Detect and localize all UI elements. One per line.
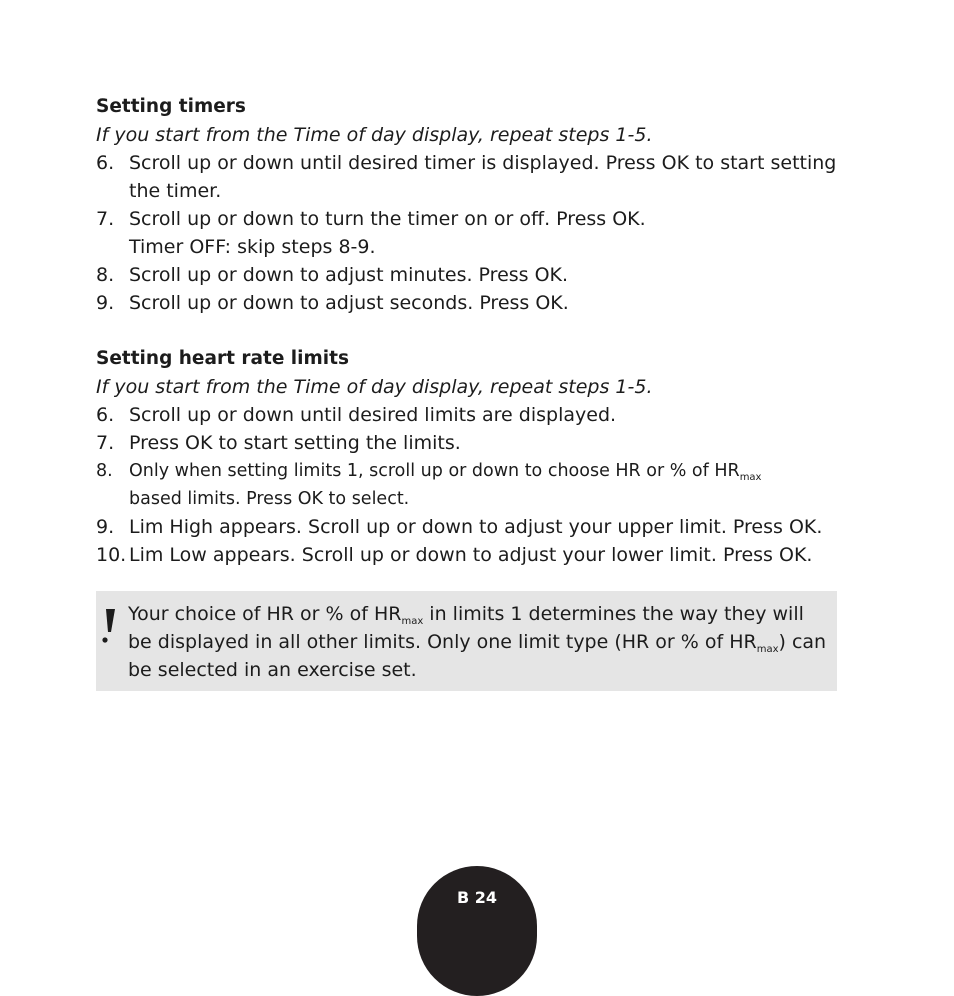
- page-content: [96, 93, 856, 569]
- limit-steps-list: [96, 401, 856, 569]
- note-text: [128, 600, 833, 684]
- section-intro-limits: If you start from the Time of day display, repeat steps 1-5.: [96, 376, 653, 398]
- list-item: [96, 401, 856, 429]
- list-item: [96, 541, 856, 569]
- list-item: [96, 289, 856, 317]
- step-number: 9.: [96, 292, 115, 314]
- list-item: [96, 149, 856, 205]
- subscript: max: [401, 616, 424, 627]
- step-number: 7.: [96, 208, 115, 230]
- list-item: [96, 205, 856, 261]
- list-item: [96, 513, 856, 541]
- step-text: Scroll up or down until desired limits are displayed.: [129, 404, 617, 426]
- step-number: 7.: [96, 432, 115, 454]
- exclamation-icon: [96, 607, 126, 647]
- step-text-line: Scroll up or down to turn the timer on or off. Press OK.: [129, 208, 646, 230]
- step-number: 10.: [96, 544, 127, 566]
- list-item: [96, 261, 856, 289]
- list-item: [96, 457, 856, 513]
- step-text: Press OK to start setting the limits.: [129, 432, 461, 454]
- step-text: Scroll up or down to adjust seconds. Press OK.: [129, 292, 569, 314]
- step-text: [129, 205, 856, 261]
- page-number-tab: [417, 866, 537, 996]
- step-number: 9.: [96, 516, 115, 538]
- step-number: 8.: [96, 264, 115, 286]
- step-text-part: Only when setting limits 1, scroll up or down to choose HR or % of HR: [129, 461, 740, 481]
- note-text-part: Your choice of HR or % of HR: [128, 603, 402, 625]
- step-number: 6.: [96, 404, 115, 426]
- subscript: max: [739, 472, 762, 483]
- section-heading-limits: Setting heart rate limits: [96, 348, 349, 369]
- step-text: Lim Low appears. Scroll up or down to adjust your lower limit. Press OK.: [129, 544, 813, 566]
- subscript: max: [756, 644, 779, 655]
- step-text: Scroll up or down until desired timer is displayed. Press OK to start setting the timer.: [129, 152, 837, 202]
- step-text: [129, 457, 856, 513]
- section-heading-timers: Setting timers: [96, 96, 246, 117]
- step-text-part: based limits. Press OK to select.: [129, 489, 410, 509]
- list-item: [96, 429, 856, 457]
- note-text-part: in limits 1 determines the way they will be displayed in all other limits. Only one limit type (HR or % of HR: [128, 603, 804, 653]
- step-text: Lim High appears. Scroll up or down to adjust your upper limit. Press OK.: [129, 516, 823, 538]
- step-number: 6.: [96, 152, 115, 174]
- note-box: [96, 591, 837, 691]
- step-text: Scroll up or down to adjust minutes. Press OK.: [129, 264, 569, 286]
- step-number: 8.: [96, 461, 113, 481]
- timer-steps-list: [96, 149, 856, 317]
- step-text-line: Timer OFF: skip steps 8-9.: [129, 236, 376, 258]
- note-text-part: ) can be selected in an exercise set.: [128, 631, 827, 681]
- section-intro-timers: If you start from the Time of day display, repeat steps 1-5.: [96, 124, 653, 146]
- page-number: B 24: [456, 888, 498, 907]
